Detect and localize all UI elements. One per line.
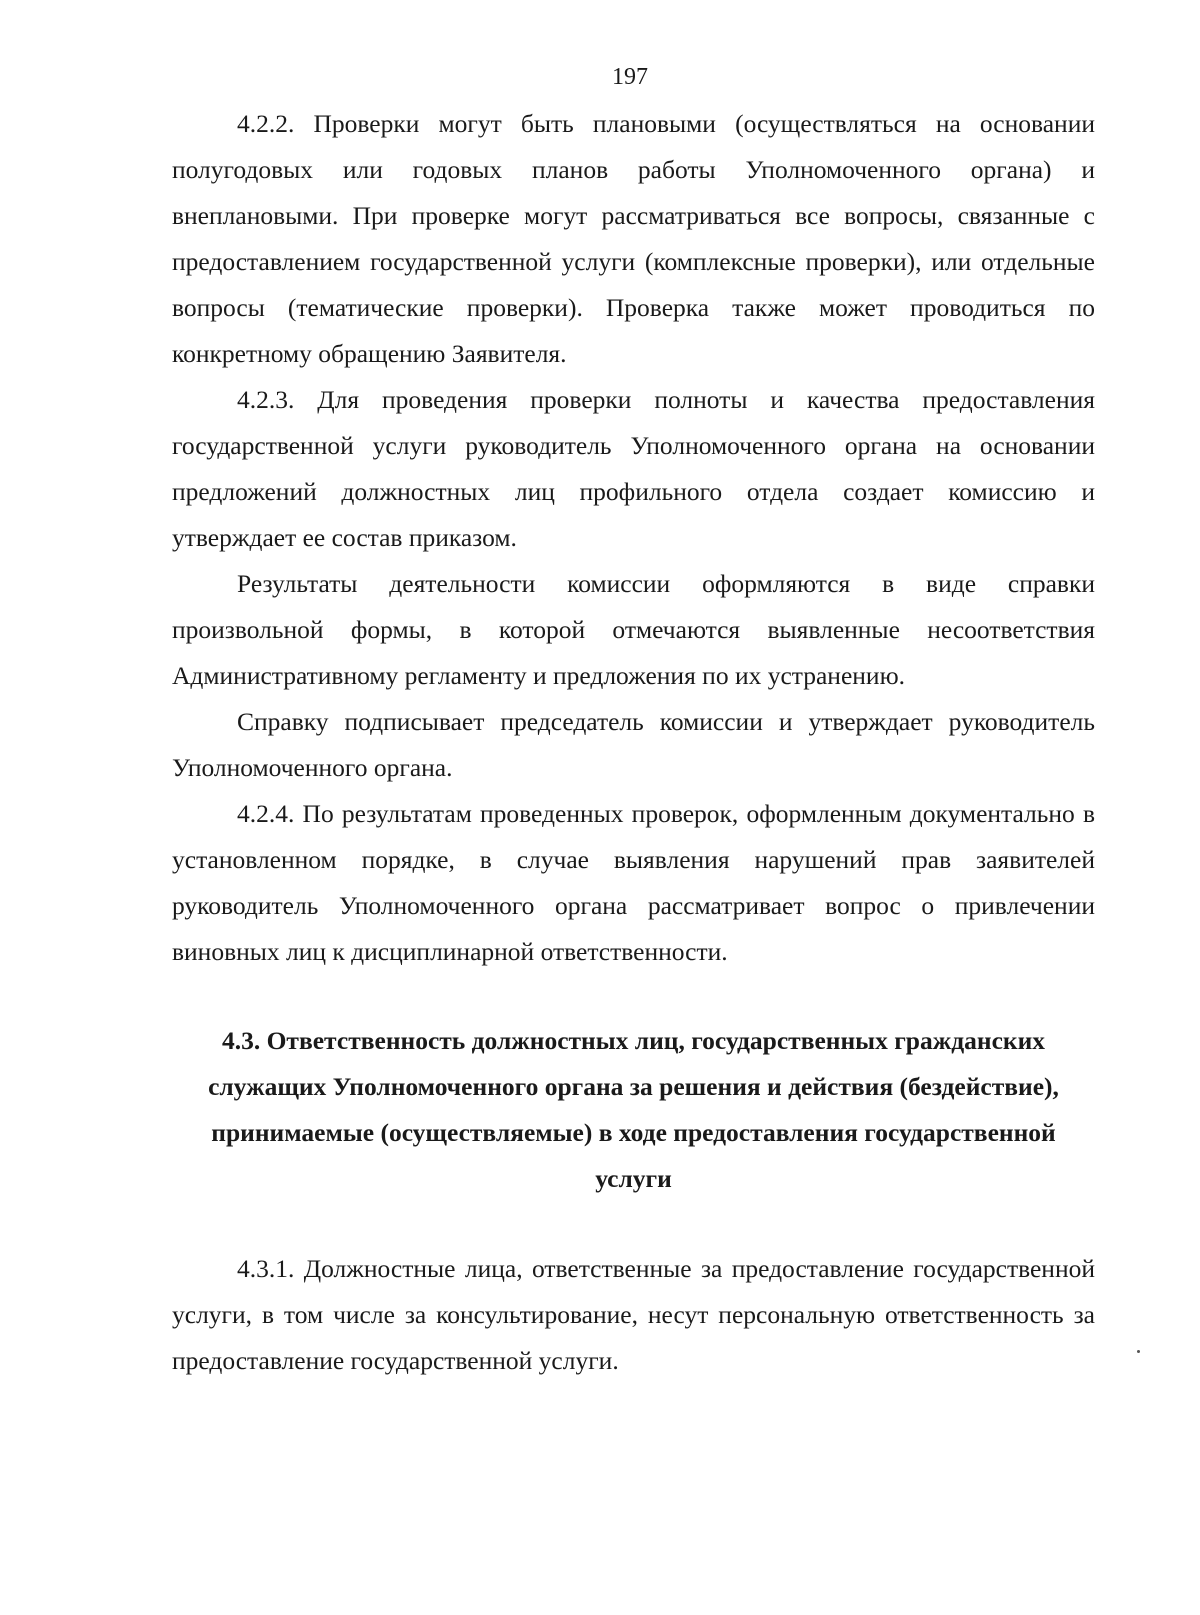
section-heading-4-3: 4.3. Ответственность должностных лиц, государственных гражданских служащих Уполномоченного органа за решения и действия (бездействие), принимаемые (осуществляемые) в ходе предоставления государственной услуги [208,1026,1059,1193]
paragraph-signature: Справку подписывает председатель комиссии и утверждает руководитель Уполномоченного органа. [172,707,1095,782]
paragraph-results: Результаты деятельности комиссии оформляются в виде справки произвольной формы, в которой отмечаются выявленные несоответствия Административному регламенту и предложения по их устранению. [172,569,1095,690]
section-4-2-text [172,101,1095,975]
paragraph-4-2-4: 4.2.4. По результатам проведенных проверок, оформленным документально в установленном порядке, в случае выявления нарушений прав заявителей руководитель Уполномоченного органа рассматривает вопрос о привлечении виновных лиц к дисциплинарной ответственности. [172,799,1095,966]
paragraph-4-3-1: 4.3.1. Должностные лица, ответственные за предоставление государственной услуги, в том числе за консультирование, несут персональную ответственность за предоставление государственной услуги. [172,1254,1095,1375]
scan-speck [1137,1350,1140,1353]
paragraph-4-2-3: 4.2.3. Для проведения проверки полноты и качества предоставления государственной услуги руководитель Уполномоченного органа на основании предложений должностных лиц профильного отдела создает комиссию и утверждает ее состав приказом. [172,385,1095,552]
page-number: 197 [612,64,648,90]
paragraph-4-2-2: 4.2.2. Проверки могут быть плановыми (осуществляться на основании полугодовых или годовых планов работы Уполномоченного органа) и внеплановыми. При проверке могут рассматриваться все вопросы, связанные с предоставлением государственной услуги (комплексные проверки), или отдельные вопросы (тематические проверки). Проверка также может проводиться по конкретному обращению Заявителя. [172,109,1095,368]
section-4-3-text [172,1246,1095,1384]
